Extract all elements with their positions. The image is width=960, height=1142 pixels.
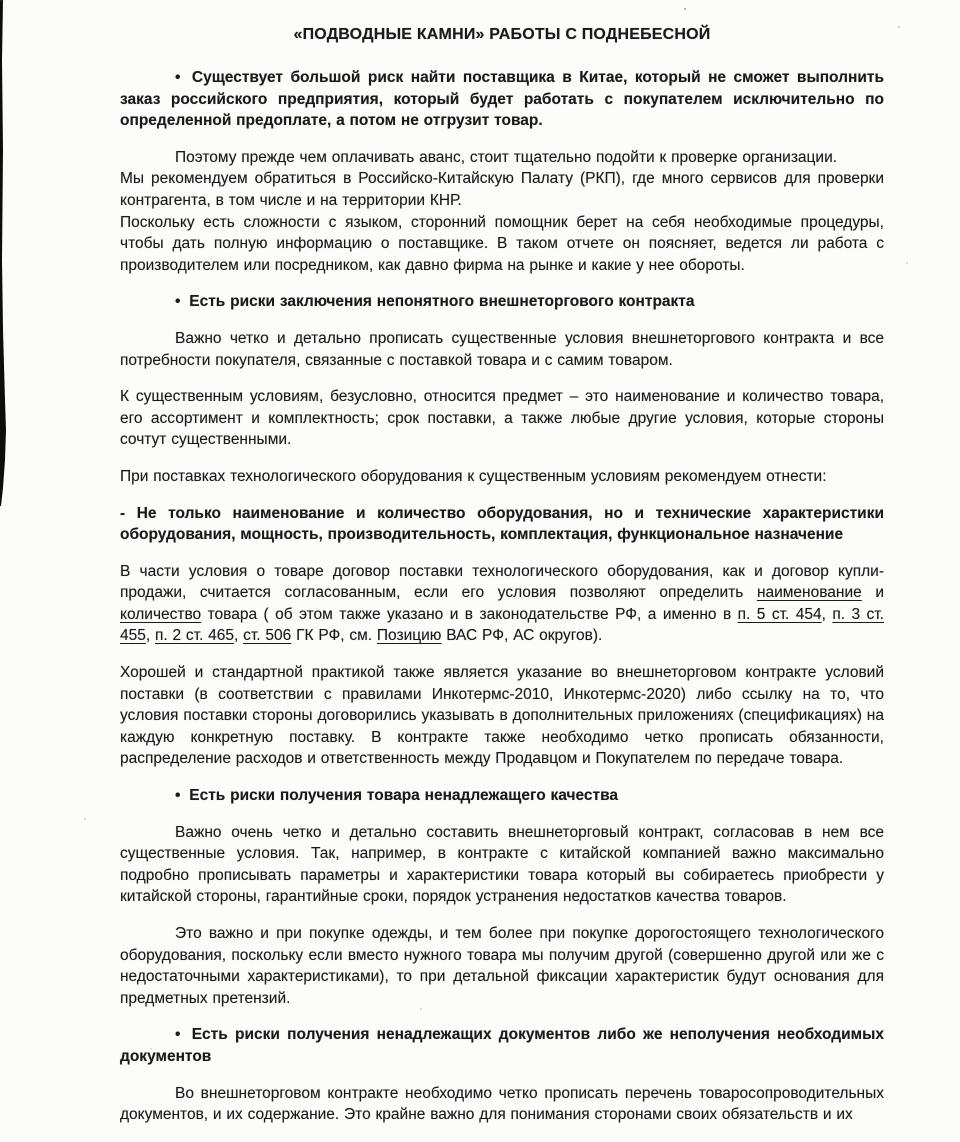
bullet-icon: •	[175, 293, 186, 311]
scan-edge-artifact	[0, 0, 7, 508]
bullet-icon: •	[175, 69, 188, 86]
text-run: Есть риски заключения непонятного внешнеторгового контракта	[189, 293, 695, 311]
underlined-reference: ст. 506	[243, 627, 292, 645]
text-run: ,	[234, 627, 244, 645]
text-run: ВАС РФ, АС округов).	[441, 627, 603, 645]
underlined-reference: Позицию	[376, 627, 442, 645]
text-run: Хорошей и стандартной практикой также является указание во внешнеторговом контракте условий поставки (в соответствии с правилами Инкотермс-2010, Инкотермс-2020) либо ссылку на то, что условия поставки стороны договорились указывать в дополнительных приложениях (спецификациях) на каждую конкретную поставку. В контракте также необходимо четко прописать обязанности, распределение расходов и ответственность между Продавцом и Покупателем по передаче товара.	[120, 664, 884, 768]
underlined-reference: наименование	[756, 584, 862, 602]
document-title: «ПОДВОДНЫЕ КАМНИ» РАБОТЫ С ПОДНЕБЕСНОЙ	[293, 26, 711, 43]
bullet-icon: •	[175, 787, 186, 805]
text-run: Во внешнеторговом контракте необходимо четко прописать перечень товаросопроводительных документов, и их содержание. Это крайне важно для понимания сторонами своих обязательств и их	[120, 1084, 884, 1124]
text-run: товара ( об этом также указано и в законодательстве РФ, а именно в	[201, 605, 738, 623]
bullet-paragraph	[120, 291, 884, 313]
text-run: и	[861, 584, 884, 602]
text-run: - Не только наименование и количество оборудования, но и технические характеристики оборудования, мощность, производительность, комплектация, функциональное назначение	[120, 504, 884, 544]
text-run: Существует большой риск найти поставщика в Китае, который не сможет выполнить заказ российского предприятия, который будет работать с покупателем исключительно по определенной предоплате, а потом не отгрузит товар.	[120, 69, 884, 130]
underlined-reference: п. 5 ст. 454	[737, 605, 822, 623]
text-run: Важно очень четко и детально составить внешнеторговый контракт, согласовав в нем все существенные условия. Так, например, в контракте с китайской компанией важно максимально подробно прописывать параметры и характеристики товара который вы собираетесь приобрести у китайской стороны, гарантийные сроки, порядок устранения недостатков качества товаров.	[120, 823, 884, 906]
text-run: Важно четко и детально прописать существенные условия внешнеторгового контракта и все потребности покупателя, связанные с поставкой товара и с самим товаром.	[120, 329, 884, 369]
underlined-reference: п. 2 ст. 465	[155, 627, 235, 645]
text-run: Поскольку есть сложности с языком, сторонний помощник берет на себя необходимые процедуры, чтобы дать полную информацию о поставщике. В таком отчете он поясняет, ведется ли работа с производителем или посредником, как давно фирма на рынке и какие у нее обороты.	[120, 213, 884, 274]
text-run: При поставках технологического оборудования к существенным условиям рекомендуем отнести:	[120, 467, 827, 485]
text-run: Есть риски получения товара ненадлежащего качества	[189, 787, 619, 805]
paragraph	[120, 168, 884, 211]
bullet-icon: •	[175, 1026, 188, 1044]
text-run: В части условия о товаре договор поставки технологического оборудования, как и договор купли-продажи, считается согласованным, если его условия позволяют определить	[120, 562, 884, 602]
text-run: ГК РФ, см.	[291, 627, 377, 645]
paragraph	[120, 466, 884, 488]
paragraph	[120, 503, 884, 546]
paragraph	[120, 662, 884, 770]
underlined-reference: количество	[120, 605, 202, 623]
paragraph	[120, 328, 884, 371]
bullet-paragraph	[120, 67, 884, 132]
text-run: ,	[145, 627, 155, 645]
paragraph	[120, 212, 884, 277]
text-run: Есть риски получения ненадлежащих документов либо же неполучения необходимых документов	[120, 1026, 885, 1065]
paragraph	[120, 386, 884, 451]
document-content	[120, 67, 884, 1126]
text-run: Мы рекомендуем обратиться в Российско-Китайскую Палату (РКП), где много сервисов для проверки контрагента, в том числе и на территории КНР.	[120, 170, 884, 209]
bullet-paragraph	[120, 1024, 884, 1067]
paragraph	[120, 147, 884, 169]
paragraph	[120, 923, 884, 1009]
scan-noise-specks	[0, 0, 2, 2]
document-body	[120, 24, 884, 1141]
text-run: К существенным условиям, безусловно, относится предмет – это наименование и количество товара, его ассортимент и комплектность; срок поставки, а также любые другие условия, которые стороны сочтут существенными.	[120, 388, 884, 449]
paragraph	[120, 822, 884, 908]
underlined-reference: п. 3 ст. 455	[120, 605, 884, 645]
text-run: Поэтому прежде чем оплачивать аванс, стоит тщательно подойти к проверке организации.	[175, 148, 838, 166]
text-run: ,	[821, 605, 833, 623]
bullet-paragraph	[120, 785, 884, 807]
paragraph	[120, 561, 884, 647]
paragraph	[120, 1083, 884, 1126]
text-run: Это важно и при покупке одежды, и тем более при покупке дорогостоящего технологического оборудования, поскольку если вместо нужного товара мы получим другой (совершенно другой или же с недостаточными характеристиками), то при детальной фиксации характеристик будут основания для предметных претензий.	[120, 925, 884, 1007]
